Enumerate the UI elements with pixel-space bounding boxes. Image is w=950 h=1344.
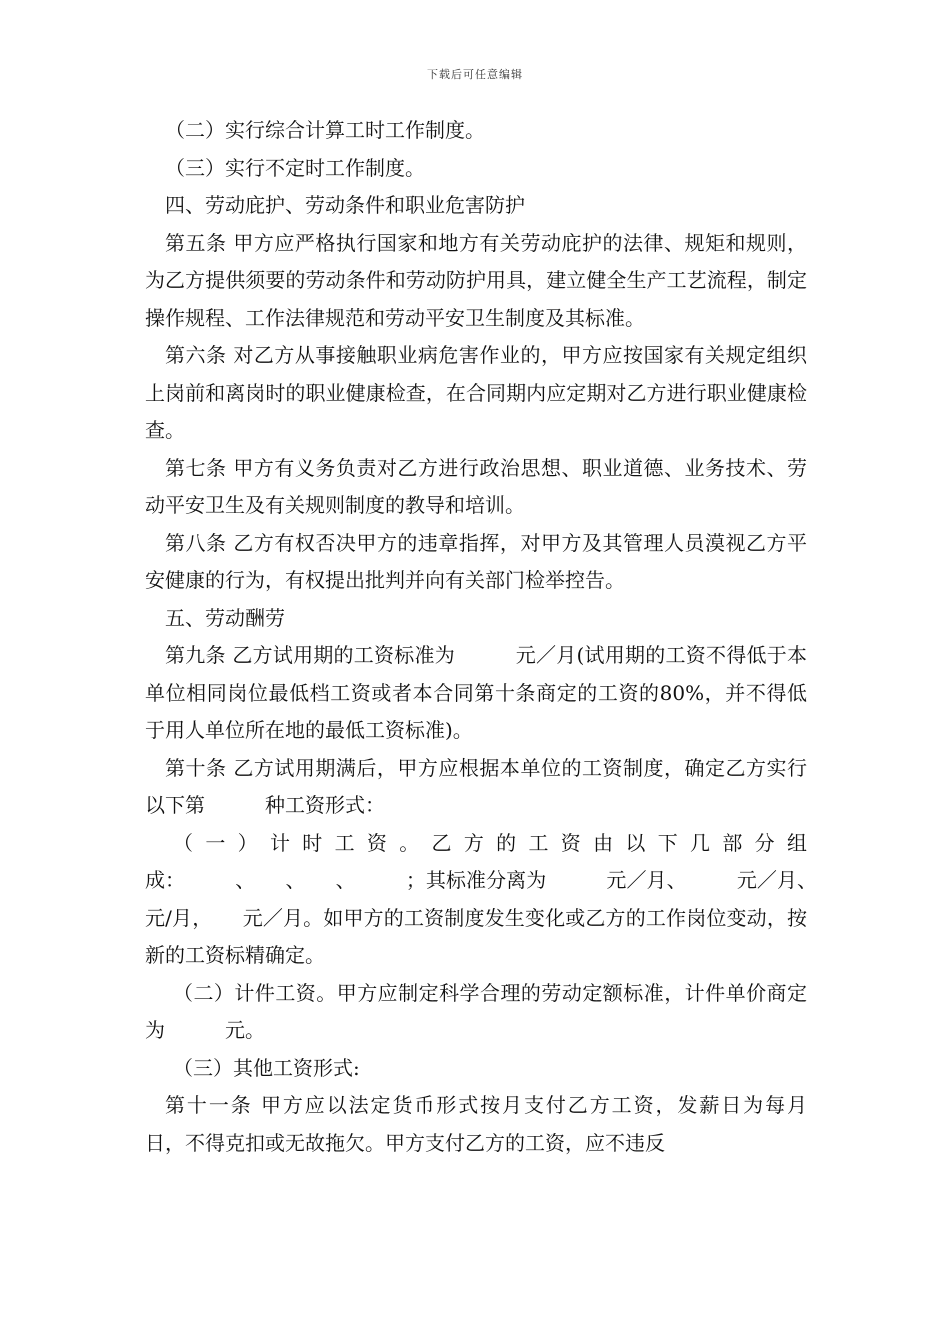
page-header-note: 下载后可任意编辑 bbox=[427, 68, 523, 81]
paragraph: （一）计时工资。乙方的工资由以下几部分组成： 、 、 、 ；其标准分离为 元／月、 元／月、 元/月， 元／月。如甲方的工资制度发生变化或乙方的工作岗位变动，按新的工资标精确定。 bbox=[145, 830, 867, 967]
section-heading: 五、劳动酬劳 bbox=[165, 605, 285, 630]
paragraph: 第六条 对乙方从事接触职业病危害作业的，甲方应按国家有关规定组织上岗前和离岗时的职业健康检查，在合同期内应定期对乙方进行职业健康检查。 bbox=[145, 343, 807, 442]
paragraph: （三）实行不定时工作制度。 bbox=[165, 155, 425, 180]
paragraph: 第九条 乙方试用期的工资标准为 元／月(试用期的工资不得低于本单位相同岗位最低档工资或者本合同第十条商定的工资的80%，并不得低于用人单位所在地的最低工资标准)。 bbox=[145, 643, 807, 742]
section-heading: 四、劳动庇护、劳动条件和职业危害防护 bbox=[165, 193, 525, 217]
paragraph: 第五条 甲方应严格执行国家和地方有关劳动庇护的法律、规矩和规则，为乙方提供须要的劳动条件和劳动防护用具，建立健全生产工艺流程，制定操作规程、工作法律规范和劳动平安卫生制度及其标准。 bbox=[145, 230, 807, 330]
paragraph: 第十条 乙方试用期满后，甲方应根据本单位的工资制度，确定乙方实行以下第 种工资形式： bbox=[145, 755, 807, 817]
document-body bbox=[145, 112, 867, 1162]
paragraph: 第十一条 甲方应以法定货币形式按月支付乙方工资，发薪日为每月 日，不得克扣或无故拖欠。甲方支付乙方的工资，应不违反 bbox=[145, 1093, 867, 1155]
paragraph: 第八条 乙方有权否决甲方的违章指挥，对甲方及其管理人员漠视乙方平安健康的行为，有权提出批判并向有关部门检举控告。 bbox=[145, 530, 807, 592]
paragraph: （三）其他工资形式: bbox=[173, 1055, 360, 1080]
paragraph: 第七条 甲方有义务负责对乙方进行政治思想、职业道德、业务技术、劳动平安卫生及有关规则制度的教导和培训。 bbox=[145, 455, 807, 517]
paragraph: （二）计件工资。甲方应制定科学合理的劳动定额标准，计件单价商定为 元。 bbox=[145, 980, 807, 1042]
paragraph: （二）实行综合计算工时工作制度。 bbox=[165, 118, 485, 142]
